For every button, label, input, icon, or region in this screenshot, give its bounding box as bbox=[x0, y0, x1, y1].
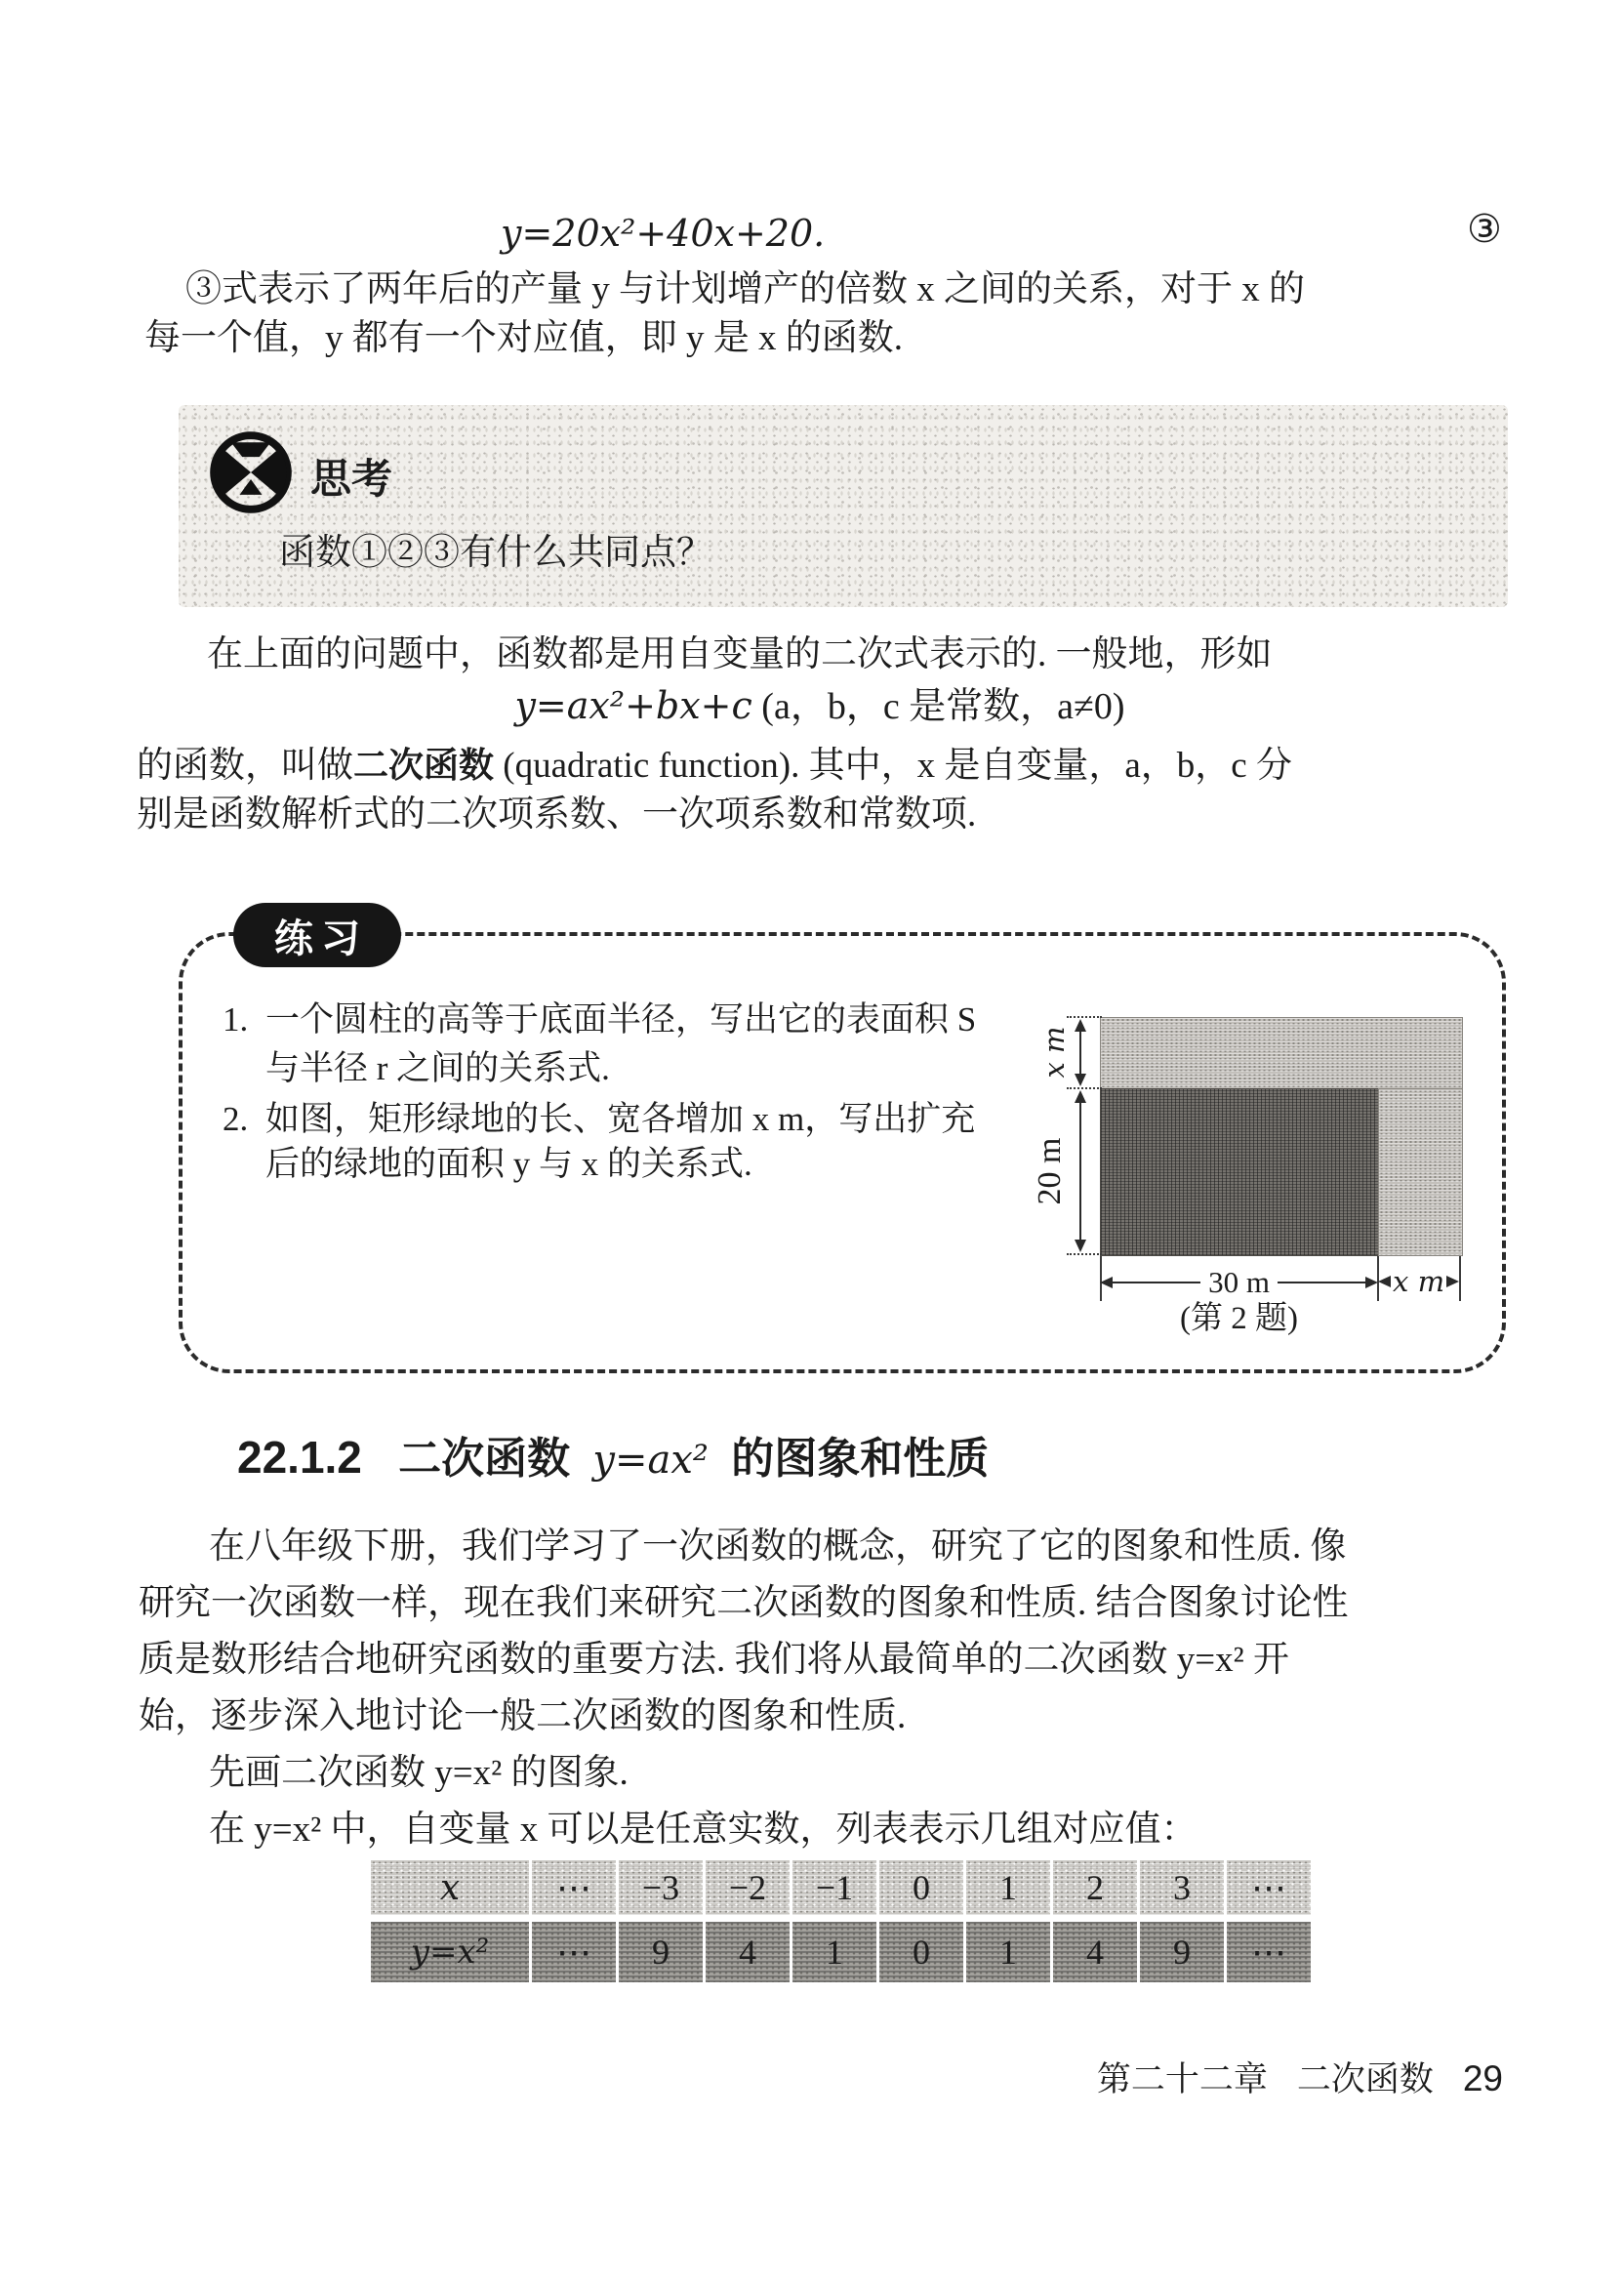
figure-extension-strip-top bbox=[1100, 1017, 1463, 1090]
body-line: 研究一次函数一样，现在我们来研究二次函数的图象和性质. 结合图象讨论性 bbox=[139, 1583, 1349, 1623]
table-cell: 2 bbox=[1053, 1860, 1137, 1915]
item-text: 如图，矩形绿地的长、宽各增加 x m，写出扩充 bbox=[265, 1100, 976, 1138]
table-cell: ⋯ bbox=[1227, 1922, 1311, 1982]
think-box bbox=[179, 405, 1508, 607]
dimension-tick bbox=[1067, 1087, 1102, 1089]
intro-line bbox=[137, 743, 1292, 789]
table-cell: 0 bbox=[879, 1922, 963, 1982]
section-title-post: 的图象和性质 bbox=[731, 1435, 990, 1483]
section-number: 22.1.2 bbox=[237, 1432, 362, 1483]
practice-badge-label: 练习 bbox=[274, 916, 368, 960]
general-form-formula bbox=[137, 683, 1503, 729]
chapter-label: 第二十二章 bbox=[1096, 2060, 1268, 2098]
section-title-math: y=ax² bbox=[592, 1438, 709, 1483]
table-cell: −1 bbox=[792, 1860, 876, 1915]
equation-3: y=20x²+40x+20. bbox=[501, 212, 826, 255]
intro-line: 别是函数解析式的二次项系数、一次项系数和常数项. bbox=[137, 794, 977, 835]
item-text: 一个圆柱的高等于底面半径，写出它的表面积 S bbox=[265, 1000, 977, 1038]
table-cell: 9 bbox=[1140, 1922, 1224, 1982]
practice-badge bbox=[235, 905, 399, 965]
dimension-arrow-xm-right bbox=[1378, 1265, 1461, 1298]
dimension-tick bbox=[1067, 1253, 1102, 1255]
body-line: 在 y=x² 中，自变量 x 可以是任意实数，列表表示几组对应值： bbox=[209, 1810, 1198, 1850]
table-header-x: x bbox=[371, 1860, 529, 1915]
table-cell: 4 bbox=[1053, 1922, 1137, 1982]
page-number: 29 bbox=[1462, 2058, 1503, 2098]
think-question: 函数①②③有什么共同点？ bbox=[279, 533, 712, 573]
practice-item-2-line-1 bbox=[223, 1097, 975, 1142]
table-header-y: y=x² bbox=[371, 1922, 529, 1982]
practice-item-1-line-2: 与半径 r 之间的关系式. bbox=[265, 1049, 610, 1087]
dim-label-30m: 30 m bbox=[1208, 1265, 1270, 1299]
table-cell: 4 bbox=[706, 1922, 790, 1982]
table-cell: 3 bbox=[1140, 1860, 1224, 1915]
practice-item-2-line-2: 后的绿地的面积 y 与 x 的关系式. bbox=[265, 1145, 752, 1183]
table-cell: 1 bbox=[966, 1860, 1050, 1915]
item-number: 2. bbox=[223, 1100, 249, 1138]
dim-label-xm-left: x m bbox=[1037, 1026, 1071, 1079]
paragraph-line: ③式表示了两年后的产量 y 与计划增产的倍数 x 之间的关系，对于 x 的 bbox=[185, 269, 1305, 309]
think-label: 思考 bbox=[310, 456, 393, 502]
table-cell: 0 bbox=[879, 1860, 963, 1915]
body-line: 始，逐步深入地讨论一般二次函数的图象和性质. bbox=[139, 1696, 907, 1736]
table-cell: −2 bbox=[706, 1860, 790, 1915]
intro-line: 在上面的问题中，函数都是用自变量的二次式表示的. 一般地，形如 bbox=[207, 634, 1273, 674]
dim-label-xm-right: x m bbox=[1393, 1265, 1445, 1298]
practice-item-1-line-1 bbox=[223, 998, 976, 1042]
table-cell: 9 bbox=[619, 1922, 703, 1982]
section-title-pre: 二次函数 bbox=[398, 1435, 571, 1483]
formula-math: y=ax²+bx+c bbox=[514, 684, 752, 727]
dimension-arrow-20m bbox=[1074, 1090, 1087, 1252]
values-table bbox=[371, 1860, 1311, 1982]
item-number: 1. bbox=[223, 1000, 249, 1038]
table-cell: ⋯ bbox=[532, 1860, 616, 1915]
chapter-title: 二次函数 bbox=[1296, 2060, 1434, 2098]
dim-label-20m: 20 m bbox=[1032, 1137, 1068, 1205]
paragraph-line: 每一个值，y 都有一个对应值，即 y 是 x 的函数. bbox=[144, 318, 903, 358]
dimension-arrow-xm bbox=[1074, 1019, 1087, 1086]
table-cell: ⋯ bbox=[1227, 1860, 1311, 1915]
formula-condition: (a，b，c 是常数，a≠0) bbox=[751, 686, 1125, 727]
intro-line-post: (quadratic function). 其中，x 是自变量，a，b，c 分 bbox=[494, 746, 1292, 786]
table-cell: 1 bbox=[966, 1922, 1050, 1982]
term-quadratic-function: 二次函数 bbox=[353, 745, 495, 785]
table-cell: −3 bbox=[619, 1860, 703, 1915]
table-cell: 1 bbox=[792, 1922, 876, 1982]
figure-extension-strip-right bbox=[1378, 1088, 1463, 1256]
table-cell: ⋯ bbox=[532, 1922, 616, 1982]
section-heading bbox=[237, 1432, 990, 1485]
body-line: 质是数形结合地研究函数的重要方法. 我们将从最简单的二次函数 y=x² 开 bbox=[139, 1640, 1289, 1680]
intro-line-pre: 的函数，叫做 bbox=[137, 746, 353, 786]
body-line: 在八年级下册，我们学习了一次函数的概念，研究了它的图象和性质. 像 bbox=[209, 1527, 1347, 1567]
figure-green-area bbox=[1100, 1088, 1380, 1256]
figure-caption: (第 2 题) bbox=[1180, 1301, 1298, 1336]
body-line: 先画二次函数 y=x² 的图象. bbox=[209, 1753, 629, 1793]
hourglass-think-icon bbox=[208, 429, 294, 515]
dimension-tick bbox=[1067, 1016, 1102, 1018]
page-footer bbox=[1097, 2053, 1503, 2101]
equation-3-tag: ③ bbox=[1467, 207, 1502, 251]
dimension-arrow-30m bbox=[1100, 1265, 1378, 1300]
